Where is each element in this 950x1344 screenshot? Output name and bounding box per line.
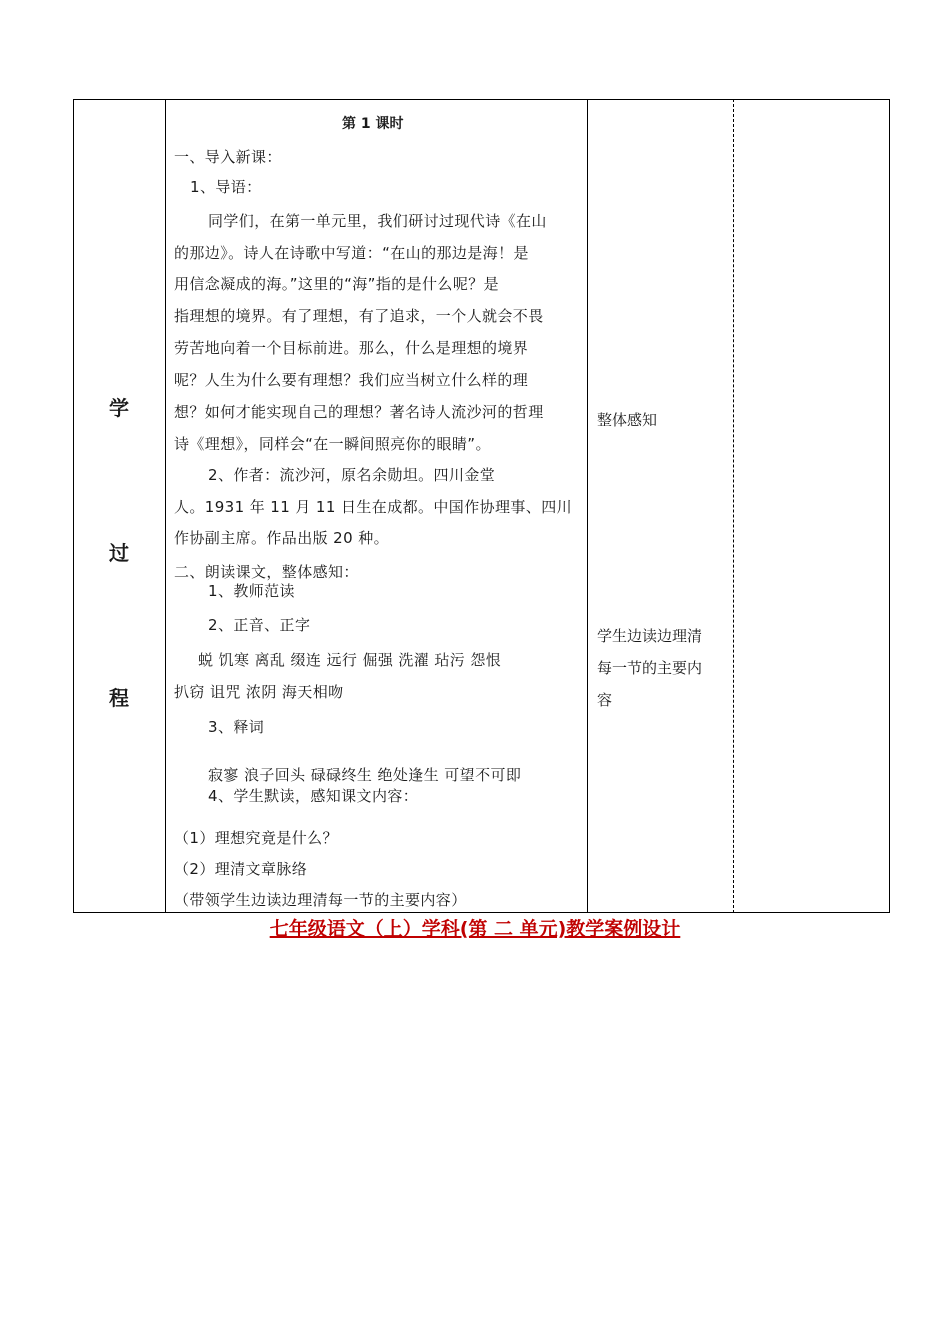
note-overall-perception: 整体感知 xyxy=(597,411,658,429)
content-line: 4、学生默读，感知课文内容： xyxy=(208,787,419,805)
content-line: 想？如何才能实现自己的理想？著名诗人流沙河的哲理 xyxy=(174,403,544,421)
content-line: （1）理想究竟是什么？ xyxy=(174,829,338,847)
side-label: 过 xyxy=(109,541,129,565)
side-label: 程 xyxy=(109,686,129,710)
document-title-text: 七年级语文（上）学科(第 二 单元)教学案例设计 xyxy=(269,918,681,940)
content-line: 诗《理想》，同样会“在一瞬间照亮你的眼睛”。 xyxy=(174,435,491,453)
side-label: 学 xyxy=(109,396,129,420)
content-line: （2）理清文章脉络 xyxy=(174,860,308,878)
content-line: 1、导语： xyxy=(190,178,262,196)
content-line: 作协副主席。作品出版 20 种。 xyxy=(174,529,390,547)
content-line: 的那边》。诗人在诗歌中写道：“在山的那边是海！是 xyxy=(174,244,529,262)
content-line: 蜕 饥寒 离乱 缀连 远行 倔强 洗濯 玷污 怨恨 xyxy=(198,651,502,669)
table-divider-dashed xyxy=(733,99,734,913)
note-line: 每一节的主要内 xyxy=(597,659,703,677)
content-line: 寂寥 浪子回头 碌碌终生 绝处逢生 可望不可即 xyxy=(208,766,522,784)
content-line: 同学们，在第一单元里，我们研讨过现代诗《在山 xyxy=(208,212,547,230)
note-line: 学生边读边理清 xyxy=(597,627,703,645)
content-line: 人。1931 年 11 月 11 日生在成都。中国作协理事、四川 xyxy=(174,498,572,516)
content-line: 1、教师范读 xyxy=(208,582,295,600)
content-line: 二、朗读课文，整体感知： xyxy=(174,563,359,581)
content-line: 指理想的境界。有了理想，有了追求，一个人就会不畏 xyxy=(174,307,544,325)
content-line: 3、释词 xyxy=(208,718,265,736)
content-line: 一、导入新课： xyxy=(174,148,282,166)
content-line: 劳苦地向着一个目标前进。那么，什么是理想的境界 xyxy=(174,339,529,357)
lesson-title: 第 1 课时 xyxy=(342,116,404,132)
content-line: 2、正音、正字 xyxy=(208,616,311,634)
content-line: 扒窃 诅咒 浓阴 海天相吻 xyxy=(174,683,344,701)
note-line: 容 xyxy=(597,691,613,709)
content-line: 2、作者：流沙河，原名余勋坦。四川金堂 xyxy=(208,466,496,484)
table-divider xyxy=(587,99,588,913)
table-divider xyxy=(165,99,166,913)
content-line: 用信念凝成的海。”这里的“海”指的是什么呢？是 xyxy=(174,275,500,293)
document-title xyxy=(0,916,950,942)
content-line: （带领学生边读边理清每一节的主要内容） xyxy=(174,891,467,909)
content-line: 呢？人生为什么要有理想？我们应当树立什么样的理 xyxy=(174,371,529,389)
